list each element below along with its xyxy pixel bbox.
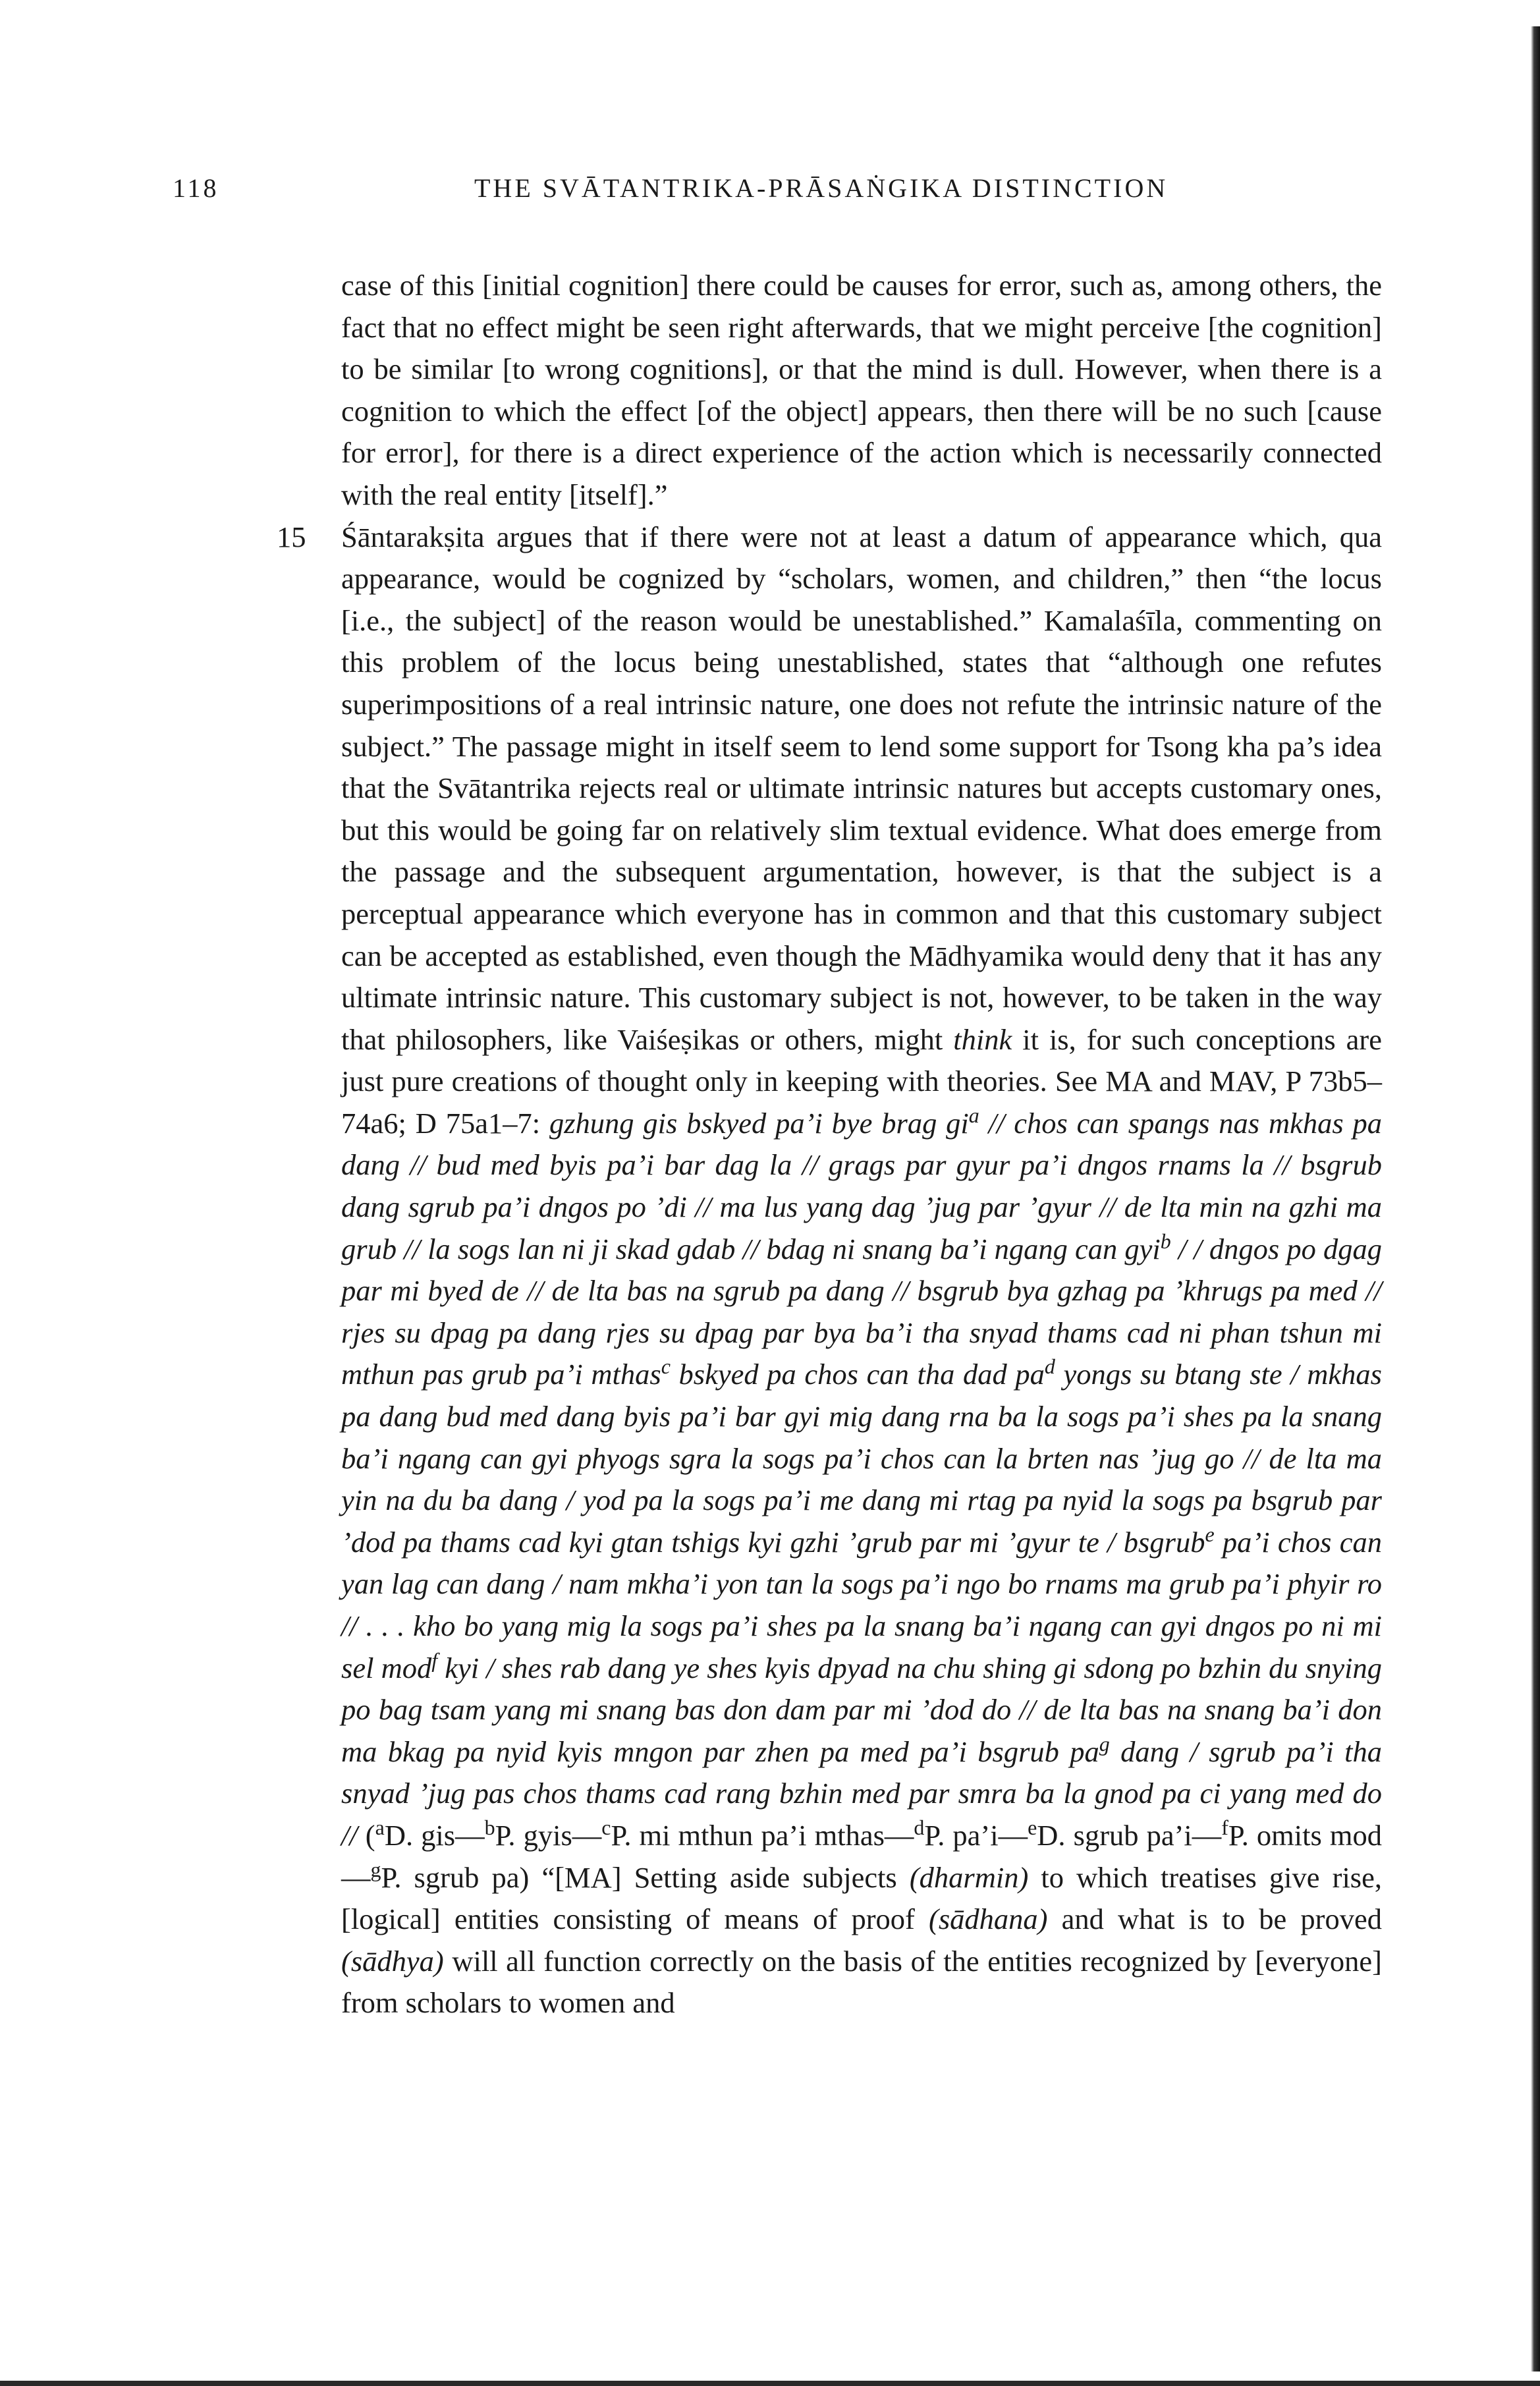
tibetan-quotation [341, 1103, 1383, 1852]
variant-marker-b: b [1160, 1229, 1171, 1253]
variant-open-paren: ( [365, 1818, 375, 1852]
tibetan-segment: // chos can spangs nas mkhas pa dang // bud med byis pa’i bar dag la // grags par gyur pa’i dngos rnams la // bsgrub dang sgrub pa’i dngos po ’di // ma lus yang dag ’jug par ’gyur // de lta min na gzhi ma grub // la sogs lan ni ji skad gdab // bdag ni snang ba’i ngang can gyi [341, 1106, 1383, 1265]
sanskrit-term-sadhya: (sādhya) [341, 1944, 444, 1978]
emphasis-think: think [953, 1022, 1012, 1056]
variant-label-d: d [914, 1816, 925, 1840]
variant-marker-e: e [1205, 1522, 1215, 1546]
page-bottom-edge [0, 2381, 1540, 2386]
page-number: 118 [173, 173, 219, 203]
tibetan-segment: pa’i chos can yan lag can dang / nam mkha’i yon tan la sogs pa’i ngo bo rnams ma grub pa’i phyir ro // . . . kho bo yang mig la sogs pa’i shes pa la snang ba’i ngang can gyi dngos po ni mi sel mod [341, 1525, 1382, 1684]
variant-label-e: e [1028, 1816, 1037, 1840]
variant-reading-a: D. gis [384, 1818, 456, 1852]
variant-label-g: g [370, 1857, 381, 1881]
variant-reading-b: P. gyis [495, 1818, 572, 1852]
sanskrit-term-dharmin: (dharmin) [909, 1860, 1029, 1894]
variant-marker-c: c [661, 1354, 671, 1379]
translation-text: will all function correctly on the basis of the entities recognized by [everyone] from scholars to women and [341, 1944, 1382, 2020]
variant-label-b: b [484, 1816, 495, 1840]
note-intro-text-continued: it is, for such conceptions are just pure creations of thought only in keeping with theories. See MA and MAV, P 73b5–74a6; D 75a1–7: [341, 1022, 1383, 1140]
running-head-title: THE SVĀTANTRIKA-PRĀSAṄGIKA DISTINCTION [474, 173, 1169, 203]
translation-text: to which treatises give rise, [logical] entities consisting of means of proof [341, 1860, 1382, 1936]
note-number: 15 [277, 520, 306, 553]
body-text [277, 265, 1383, 2024]
tibetan-segment: dang / sgrub pa’i tha snyad ’jug pas chos thams cad rang bzhin med par smra ba la gnod pa ci yang med do // [341, 1734, 1382, 1852]
translation-text: and what is to be proved [1047, 1902, 1382, 1936]
variant-reading-e: D. sgrub pa’i [1037, 1818, 1192, 1852]
translation-text: “[MA] Setting aside subjects [529, 1860, 910, 1894]
variant-label-f: f [1221, 1816, 1228, 1840]
continuation-paragraph: case of this [initial cognition] there could be causes for error, such as, among others, the fact that no effect might be seen right afterwards, that we might perceive [the cognition] to be similar [to wrong cognitions], or that the mind is dull. However, when there is a cognition to which the effect [of the object] appears, then there will be no such [cause for error], for there is a direct experience of the action which is necessarily connected with the real entity [itself].” [341, 269, 1382, 511]
variant-reading-c: P. mi mthun pa’i mthas [611, 1818, 885, 1852]
page-binding-shadow [1531, 26, 1540, 2372]
variant-label-a: a [375, 1816, 385, 1840]
variant-marker-g: g [1099, 1731, 1110, 1756]
variant-marker-f: f [431, 1648, 438, 1672]
running-head [173, 173, 1292, 212]
note-15-paragraph [277, 516, 1383, 2024]
variant-label-c: c [601, 1816, 611, 1840]
tibetan-segment: gzhung gis bskyed pa’i bye brag gi [549, 1106, 969, 1140]
variant-marker-d: d [1044, 1354, 1055, 1379]
variant-reading-g: P. sgrub pa) [381, 1860, 530, 1894]
note-intro-text: Śāntarakṣita argues that if there were not at least a datum of appearance which, qua appearance, would be cognized by “scholars, women, and children,” then “the locus [i.e., the subject] of the reason would be unestablished.” Kamalaśīla, commenting on this problem of the locus being unestablished, states that “although one refutes superimpositions of a real intrinsic nature, one does not refute the intrinsic nature of the subject.” The passage might in itself seem to lend some support for Tsong kha pa’s idea that the Svātantrika rejects real or ultimate intrinsic natures but accepts customary ones, but this would be going far on relatively slim textual evidence. What does emerge from the passage and the subsequent argumentation, however, is that the subject is a perceptual appearance which everyone has in common and that this customary subject can be accepted as established, even though the Mādhyamika would deny that it has any ultimate intrinsic nature. This customary subject is not, however, to be taken in the way that philosophers, like Vaiśeṣikas or others, might [341, 520, 1382, 1056]
tibetan-segment: / / dngos po dgag par mi byed de // de lta bas na sgrub pa dang // bsgrub bya gzhag pa ’khrugs pa med // rjes su dpag pa dang rjes su dpag par bya ba’i tha snyad thams cad ni phan tshun mi mthun pas grub pa’i mthas [341, 1232, 1382, 1391]
variant-reading-d: P. pa’i [924, 1818, 999, 1852]
variant-readings: ($^a$D. gis—$^b$P. gyis—$^c$P. mi mthun pa’i mthas—$^d$P. pa’i—$^e$D. sgrub pa’i—$^f$P. omits mod—$^g$P. sgrub pa) [341, 1816, 1383, 1894]
variant-marker-a: a [968, 1103, 979, 1128]
tibetan-segment: kyi / shes rab dang ye shes kyis dpyad na chu shing gi sdong po bzhin du snying po bag tsam yang mi snang bas don dam par mi ’dod do // de lta bas na snang ba’i don ma bkag pa nyid kyis mngon par zhen pa med pa’i bsgrub pa [341, 1651, 1382, 1768]
variant-reading-f: P. omits mod [1228, 1818, 1383, 1852]
sanskrit-term-sadhana: (sādhana) [929, 1902, 1048, 1936]
tibetan-segment: bskyed pa chos can tha dad pa [670, 1358, 1045, 1391]
tibetan-segment: yongs su btang ste / mkhas pa dang bud med dang byis pa’i bar gyi mig dang rna ba la sogs pa’i shes pa la snang ba’i ngang can gyi phyogs sgra la sogs pa’i chos can la brten nas ’jug go // de lta ma yin na du ba dang / yod pa la sogs pa’i me dang mi rtag pa nyid la sogs pa bsgrub par ’dod pa thams cad kyi gtan tshigs kyi gzhi ’grub par mi ’gyur te / bsgrub [341, 1358, 1382, 1559]
